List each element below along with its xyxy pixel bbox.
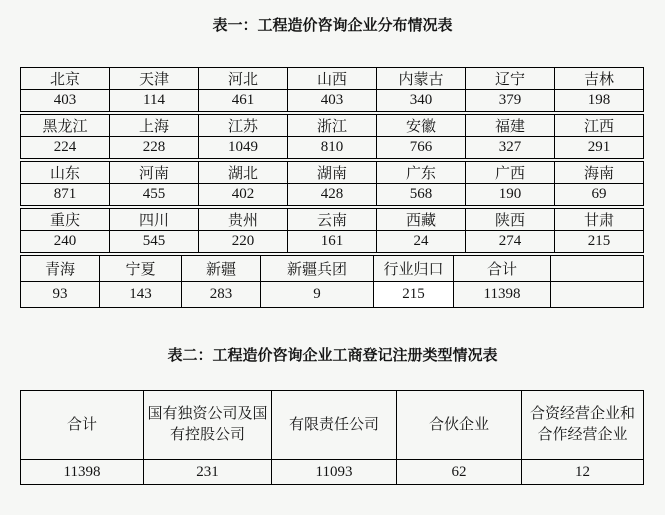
region-name-cell: 广东 xyxy=(377,162,466,184)
region-value-cell: 161 xyxy=(288,231,377,253)
region-name-cell: 福建 xyxy=(466,115,555,137)
table-row xyxy=(21,184,644,206)
region-name-cell: 上海 xyxy=(110,115,199,137)
table-row xyxy=(21,282,644,308)
table-row xyxy=(21,391,644,460)
region-value-cell: 274 xyxy=(466,231,555,253)
table1-area xyxy=(20,67,643,308)
region-name-cell: 甘肃 xyxy=(555,209,644,231)
region-value-cell: 810 xyxy=(288,137,377,159)
region-name-cell: 合计 xyxy=(454,256,551,282)
table-row xyxy=(21,460,644,485)
region-value-cell: 340 xyxy=(377,90,466,112)
table1-band-2 xyxy=(20,114,644,159)
region-name-cell: 湖南 xyxy=(288,162,377,184)
region-name-cell: 内蒙古 xyxy=(377,68,466,90)
region-name-cell: 江苏 xyxy=(199,115,288,137)
region-name-cell: 河北 xyxy=(199,68,288,90)
region-name-cell: 青海 xyxy=(21,256,100,282)
region-name-cell: 云南 xyxy=(288,209,377,231)
region-value-cell: 11398 xyxy=(454,282,551,308)
table1-band-5 xyxy=(20,255,644,308)
table-row xyxy=(21,209,644,231)
region-value-cell: 9 xyxy=(261,282,374,308)
region-name-cell: 贵州 xyxy=(199,209,288,231)
type-header-cell: 国有独资公司及国有控股公司 xyxy=(144,391,272,460)
region-name-cell: 新疆 xyxy=(182,256,261,282)
table2 xyxy=(20,390,644,485)
table1-band-1 xyxy=(20,67,644,112)
region-name-cell: 宁夏 xyxy=(100,256,182,282)
region-value-cell: 1049 xyxy=(199,137,288,159)
region-value-cell: 198 xyxy=(555,90,644,112)
region-name-cell: 河南 xyxy=(110,162,199,184)
table-row xyxy=(21,137,644,159)
table-row xyxy=(21,90,644,112)
region-value-cell: 69 xyxy=(555,184,644,206)
region-value-cell: 291 xyxy=(555,137,644,159)
region-value-cell xyxy=(551,282,644,308)
table1-band-4 xyxy=(20,208,644,253)
table-row xyxy=(21,68,644,90)
region-value-cell: 568 xyxy=(377,184,466,206)
region-value-cell: 327 xyxy=(466,137,555,159)
region-value-cell: 24 xyxy=(377,231,466,253)
region-name-cell: 浙江 xyxy=(288,115,377,137)
region-value-cell: 114 xyxy=(110,90,199,112)
region-value-cell: 240 xyxy=(21,231,110,253)
region-value-cell: 224 xyxy=(21,137,110,159)
region-name-cell: 江西 xyxy=(555,115,644,137)
region-name-cell: 山东 xyxy=(21,162,110,184)
region-value-cell: 871 xyxy=(21,184,110,206)
table-row xyxy=(21,115,644,137)
table1-title: 表一：工程造价咨询企业分布情况表 xyxy=(212,18,453,34)
type-header-cell: 合资经营企业和合作经营企业 xyxy=(522,391,644,460)
region-name-cell: 西藏 xyxy=(377,209,466,231)
region-value-cell: 190 xyxy=(466,184,555,206)
region-name-cell: 陕西 xyxy=(466,209,555,231)
type-value-cell: 231 xyxy=(144,460,272,485)
region-name-cell xyxy=(551,256,644,282)
region-value-cell: 215 xyxy=(374,282,454,308)
type-header-cell: 合伙企业 xyxy=(397,391,522,460)
region-value-cell: 766 xyxy=(377,137,466,159)
region-value-cell: 143 xyxy=(100,282,182,308)
region-value-cell: 403 xyxy=(288,90,377,112)
type-header-cell: 合计 xyxy=(21,391,144,460)
table2-area xyxy=(20,390,643,485)
table2-title: 表二：工程造价咨询企业工商登记注册类型情况表 xyxy=(167,348,498,364)
type-value-cell: 11398 xyxy=(21,460,144,485)
region-value-cell: 215 xyxy=(555,231,644,253)
table-row xyxy=(21,162,644,184)
region-name-cell: 重庆 xyxy=(21,209,110,231)
table1-band-3 xyxy=(20,161,644,206)
region-name-cell: 广西 xyxy=(466,162,555,184)
region-name-cell: 吉林 xyxy=(555,68,644,90)
region-value-cell: 93 xyxy=(21,282,100,308)
region-name-cell: 安徽 xyxy=(377,115,466,137)
region-name-cell: 天津 xyxy=(110,68,199,90)
table1 xyxy=(20,67,643,308)
region-value-cell: 403 xyxy=(21,90,110,112)
region-value-cell: 283 xyxy=(182,282,261,308)
region-name-cell: 湖北 xyxy=(199,162,288,184)
type-value-cell: 12 xyxy=(522,460,644,485)
region-name-cell: 四川 xyxy=(110,209,199,231)
region-name-cell: 行业归口 xyxy=(374,256,454,282)
region-value-cell: 379 xyxy=(466,90,555,112)
region-value-cell: 228 xyxy=(110,137,199,159)
table-row xyxy=(21,256,644,282)
region-name-cell: 山西 xyxy=(288,68,377,90)
region-value-cell: 428 xyxy=(288,184,377,206)
type-value-cell: 11093 xyxy=(272,460,397,485)
region-name-cell: 黑龙江 xyxy=(21,115,110,137)
region-name-cell: 辽宁 xyxy=(466,68,555,90)
region-value-cell: 455 xyxy=(110,184,199,206)
region-value-cell: 461 xyxy=(199,90,288,112)
region-name-cell: 海南 xyxy=(555,162,644,184)
type-value-cell: 62 xyxy=(397,460,522,485)
region-name-cell: 北京 xyxy=(21,68,110,90)
region-name-cell: 新疆兵团 xyxy=(261,256,374,282)
type-header-cell: 有限责任公司 xyxy=(272,391,397,460)
table-row xyxy=(21,231,644,253)
region-value-cell: 545 xyxy=(110,231,199,253)
region-value-cell: 220 xyxy=(199,231,288,253)
region-value-cell: 402 xyxy=(199,184,288,206)
